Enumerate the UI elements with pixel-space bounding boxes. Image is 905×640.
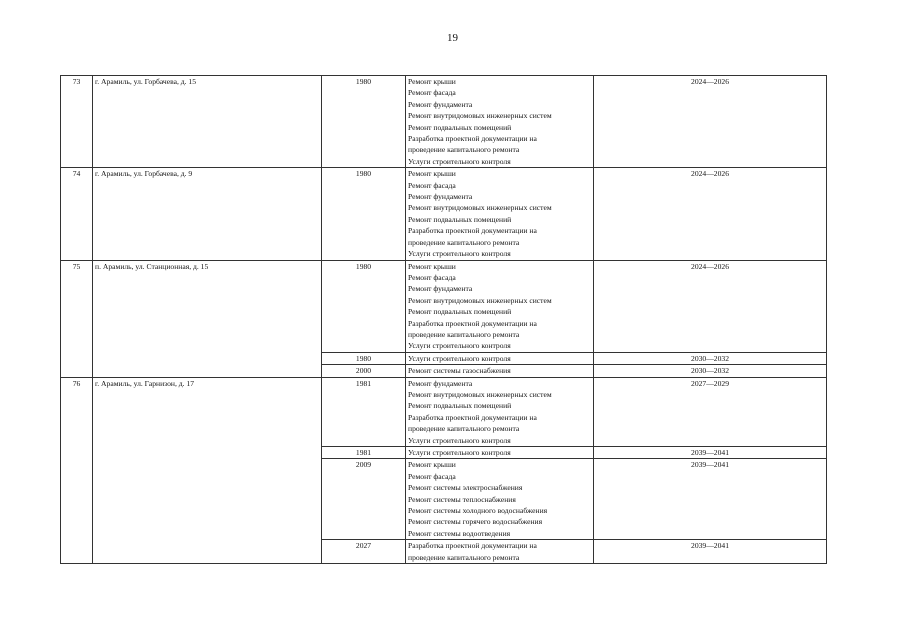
year-cell: 1980 (322, 260, 406, 352)
period-cell: 2039—2041 (594, 540, 827, 564)
work-item: Услуги строительного контроля (408, 249, 511, 259)
work-item: Услуги строительного контроля (408, 156, 511, 166)
period-cell: 2030—2032 (594, 365, 827, 377)
row-number: 76 (61, 377, 93, 564)
work-item: Ремонт фасада (408, 88, 456, 98)
work-item: Разработка проектной документации на (408, 541, 537, 551)
works-cell (406, 168, 594, 260)
work-item: проведение капитального ремонта (408, 145, 520, 155)
year-cell: 2009 (322, 459, 406, 540)
work-item: Ремонт системы газоснабжения (408, 366, 511, 376)
building-address: г. Арамиль, ул. Горбачева, д. 15 (93, 76, 322, 168)
building-address: г. Арамиль, ул. Гарнизон, д. 17 (93, 377, 322, 564)
table-row (61, 168, 827, 260)
work-item: Ремонт внутридомовых инженерных систем (408, 203, 552, 213)
row-number: 73 (61, 76, 93, 168)
table-row (61, 377, 827, 446)
work-item: Услуги строительного контроля (408, 448, 511, 457)
row-number: 74 (61, 168, 93, 260)
work-item: Услуги строительного контроля (408, 435, 511, 445)
period-cell: 2024—2026 (594, 168, 827, 260)
works-cell (406, 260, 594, 352)
work-item: Ремонт крыши (408, 77, 456, 86)
works-cell (406, 365, 594, 377)
work-item: Разработка проектной документации на (408, 134, 537, 144)
work-item: Ремонт системы холодного водоснабжения (408, 506, 548, 516)
work-item: Ремонт фундамента (408, 99, 473, 109)
table-row (61, 76, 827, 168)
works-cell (406, 447, 594, 459)
period-cell: 2039—2041 (594, 459, 827, 540)
work-item: Ремонт подвальных помещений (408, 307, 512, 317)
year-cell: 1981 (322, 377, 406, 446)
year-cell: 1980 (322, 168, 406, 260)
work-item: проведение капитального ремонта (408, 552, 520, 562)
work-item: Ремонт фундамента (408, 284, 473, 294)
building-address: п. Арамиль, ул. Станционная, д. 15 (93, 260, 322, 377)
year-cell: 1980 (322, 352, 406, 364)
year-cell: 1980 (322, 76, 406, 168)
period-cell: 2030—2032 (594, 352, 827, 364)
work-item: Ремонт системы электроснабжения (408, 483, 523, 493)
year-cell: 1981 (322, 447, 406, 459)
work-item: проведение капитального ремонта (408, 329, 520, 339)
work-item: Ремонт крыши (408, 460, 456, 470)
table-body (61, 76, 827, 564)
works-cell (406, 377, 594, 446)
work-item: Ремонт системы водоотведения (408, 528, 511, 538)
work-item: Ремонт фасада (408, 272, 456, 282)
period-cell: 2024—2026 (594, 260, 827, 352)
work-item: Ремонт системы горячего водоснабжения (408, 517, 543, 527)
work-item: Ремонт фундамента (408, 378, 473, 388)
period-cell: 2024—2026 (594, 76, 827, 168)
table-row (61, 260, 827, 352)
year-cell: 2000 (322, 365, 406, 377)
work-item: Ремонт подвальных помещений (408, 401, 512, 411)
work-item: Разработка проектной документации на (408, 412, 537, 422)
period-cell: 2039—2041 (594, 447, 827, 459)
work-item: проведение капитального ремонта (408, 424, 520, 434)
work-item: Услуги строительного контроля (408, 341, 511, 351)
repair-schedule-table (60, 75, 827, 564)
page-number: 19 (447, 32, 458, 44)
work-item: Ремонт фундамента (408, 192, 473, 202)
work-item: Ремонт крыши (408, 169, 456, 179)
work-item: Разработка проектной документации на (408, 226, 537, 236)
work-item: проведение капитального ремонта (408, 237, 520, 247)
work-item: Ремонт подвальных помещений (408, 122, 512, 132)
works-cell (406, 352, 594, 364)
work-item: Ремонт крыши (408, 261, 456, 271)
work-item: Ремонт внутридомовых инженерных систем (408, 295, 552, 305)
row-number: 75 (61, 260, 93, 377)
work-item: Разработка проектной документации на (408, 318, 537, 328)
work-item: Услуги строительного контроля (408, 353, 511, 363)
year-cell: 2027 (322, 540, 406, 564)
building-address: г. Арамиль, ул. Горбачева, д. 9 (93, 168, 322, 260)
works-cell (406, 76, 594, 168)
work-item: Ремонт фасада (408, 180, 456, 190)
work-item: Ремонт подвальных помещений (408, 214, 512, 224)
work-item: Ремонт внутридомовых инженерных систем (408, 111, 552, 121)
work-item: Ремонт фасада (408, 471, 456, 481)
period-cell: 2027—2029 (594, 377, 827, 446)
work-item: Ремонт внутридомовых инженерных систем (408, 389, 552, 399)
works-cell (406, 540, 594, 564)
works-cell (406, 459, 594, 540)
work-item: Ремонт системы теплоснабжения (408, 494, 516, 504)
